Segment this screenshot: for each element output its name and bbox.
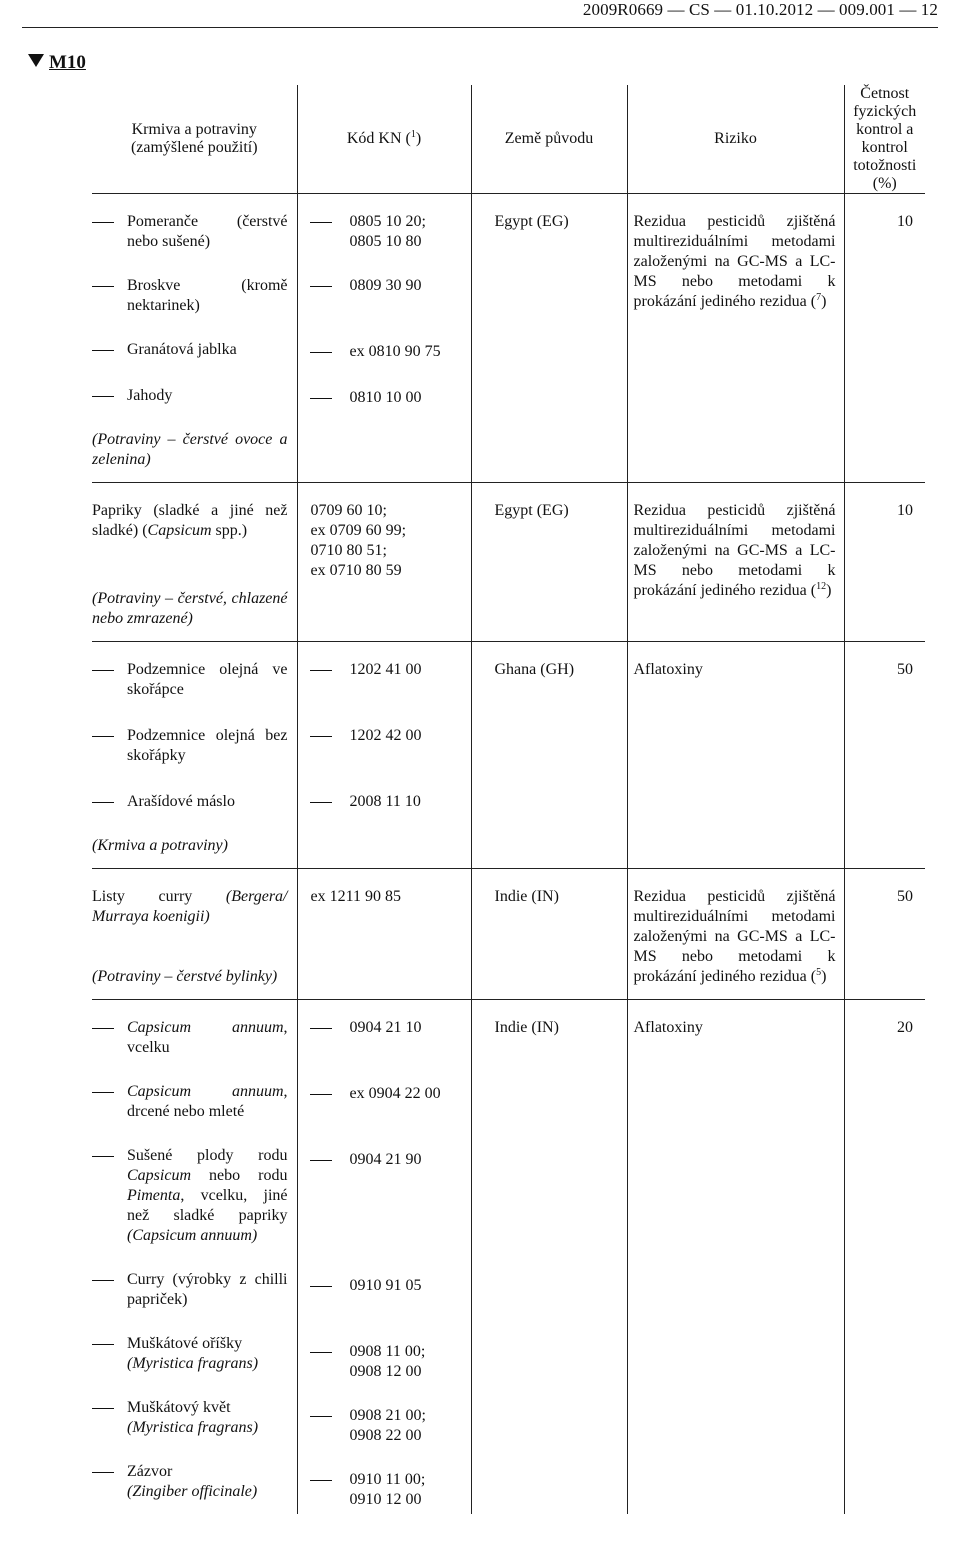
table-row — [92, 869, 925, 1000]
frequency-cell: 10 — [844, 483, 925, 642]
cn-code-cell: 0904 21 10 ex 0904 22 00 0904 21 90 0910 91 05 0908 11 00; 0908 12 00 0908 21 00; 0908 22 00 0910 11 00; 0910 12 00 — [297, 1000, 471, 1515]
col-header-hazard: Riziko — [627, 85, 844, 194]
table-row — [92, 1000, 925, 1515]
cn-code-cell: ex 1211 90 85 — [297, 869, 471, 1000]
page-header: 2009R0669 — CS — 01.10.2012 — 009.001 — 12 — [582, 0, 938, 19]
product-item: Broskve (kromě nektarinek) — [92, 276, 288, 316]
table-row — [92, 483, 925, 642]
amendment-marker[interactable] — [28, 51, 86, 75]
cn-code-cell: 0805 10 20; 0805 10 80 0809 30 90 ex 0810 90 75 0810 10 00 — [297, 194, 471, 483]
product-cell — [92, 1000, 297, 1515]
product-item: Podzemnice olejná bez skořápky — [92, 726, 288, 766]
product-cell — [92, 642, 297, 869]
col-header-origin: Země původu — [471, 85, 627, 194]
table-row — [92, 642, 925, 869]
product-cell: Listy curry (Bergera/ Murraya koenigii) (Potraviny – čerstvé bylinky) — [92, 869, 297, 1000]
amendment-label: M10 — [49, 52, 86, 73]
frequency-cell: 10 — [844, 194, 925, 483]
product-item: Capsicum annuum, vcelku — [92, 1018, 288, 1058]
hazard-cell: Aflatoxiny — [627, 1000, 844, 1515]
origin-cell: Egypt (EG) — [471, 194, 627, 483]
use-note: (Potraviny – čerstvé bylinky) — [92, 968, 278, 985]
product-item: Jahody — [92, 386, 288, 406]
hazard-cell: Rezidua pesticidů zjištěná multireziduálními metodami založenými na GC-MS a LC-MS nebo metodami k prokázání jediného rezidua ($^7$) — [627, 194, 844, 483]
frequency-cell: 50 — [844, 869, 925, 1000]
header-rule — [22, 27, 938, 28]
product-item: Muškátové oříšky (Myristica fragrans) — [92, 1334, 288, 1374]
col-header-frequency: Četnost fyzických kontrol a kontrol totožnosti (%) — [844, 85, 925, 194]
col-header-product: Krmiva a potraviny (zamýšlené použití) — [92, 85, 297, 194]
table-row — [92, 194, 925, 483]
hazard-cell: Rezidua pesticidů zjištěná multireziduálními metodami založenými na GC-MS a LC-MS nebo metodami k prokázání jediného rezidua ($^5$) — [627, 869, 844, 1000]
origin-cell: Indie (IN) — [471, 1000, 627, 1515]
footnote-ref: 1 — [410, 129, 416, 140]
product-item: Sušené plody rodu Capsicum nebo rodu Pimenta, vcelku, jiné než sladké papriky (Capsicum annuum) — [92, 1146, 288, 1246]
product-item: Pomeranče (čerstvé nebo sušené) — [92, 212, 288, 252]
header-row — [92, 85, 925, 194]
product-item: Capsicum annuum, drcené nebo mleté — [92, 1082, 288, 1122]
product-item: Granátová jablka — [92, 340, 288, 360]
triangle-down-icon — [28, 54, 44, 67]
cn-code-cell: 1202 41 00 1202 42 00 2008 11 10 — [297, 642, 471, 869]
frequency-cell: 20 — [897, 1019, 913, 1036]
use-note: (Potraviny – čerstvé ovoce a zelenina) — [92, 431, 288, 468]
origin-cell: Ghana (GH) — [471, 642, 627, 869]
frequency-cell: 50 — [844, 642, 925, 869]
regulation-table — [92, 85, 925, 1514]
hazard-cell: Rezidua pesticidů zjištěná multireziduálními metodami založenými na GC-MS a LC-MS nebo metodami k prokázání jediného rezidua ($^{12}$) — [627, 483, 844, 642]
hazard-cell: Aflatoxiny — [627, 642, 844, 869]
use-note: (Potraviny – čerstvé, chlazené nebo zmrazené) — [92, 590, 288, 627]
cn-code-cell: 0709 60 10; ex 0709 60 99; 0710 80 51; ex 0710 80 59 — [297, 483, 471, 642]
product-cell — [92, 194, 297, 483]
product-item: Zázvor (Zingiber officinale) — [92, 1462, 288, 1502]
use-note: (Krmiva a potraviny) — [92, 837, 228, 854]
product-item: Curry (výrobky z chilli papriček) — [92, 1270, 288, 1310]
product-cell: Papriky (sladké a jiné než sladké) (Capsicum spp.) (Potraviny – čerstvé, chlazené nebo zmrazené) — [92, 483, 297, 642]
product-item: Muškátový květ (Myristica fragrans) — [92, 1398, 288, 1438]
col-header-cn-code: Kód KN ($^1$) — [297, 85, 471, 194]
product-item: Arašídové máslo — [92, 792, 288, 812]
origin-cell: Egypt (EG) — [471, 483, 627, 642]
origin-cell: Indie (IN) — [471, 869, 627, 1000]
product-item: Podzemnice olejná ve skořápce — [92, 660, 288, 700]
